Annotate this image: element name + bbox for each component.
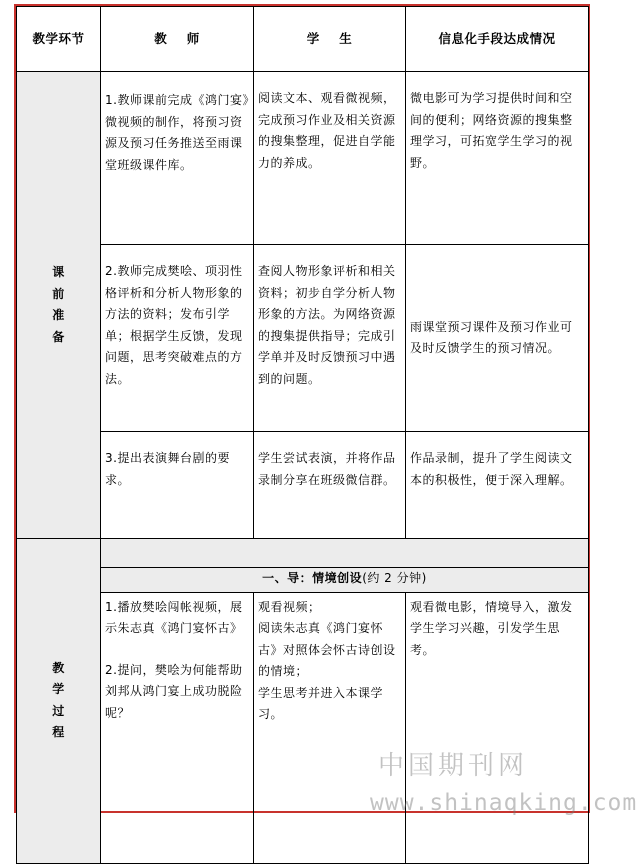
- stage-char: 程: [52, 725, 65, 740]
- stage-in-class: [17, 539, 101, 864]
- watermark-site-name: 中国期刊网: [378, 751, 529, 781]
- stage-char: 课: [52, 265, 65, 279]
- it-cell: 作品录制，提升了学生阅读文本的积极性，便于深入理解。: [406, 432, 589, 539]
- teacher-cell: 2.教师完成樊哙、项羽性格评析和分析人物形象的方法的资料；发布引学单；根据学生反馈，发现问题，思考突破难点的方法。: [101, 245, 254, 432]
- gray-band-spacer: [101, 539, 589, 568]
- stage-char: 备: [52, 329, 65, 344]
- stage-pre-class: [17, 72, 101, 539]
- table-row: [17, 568, 589, 593]
- teacher-paragraph: 2.提问，樊哙为何能帮助刘邦从鸿门宴上成功脱险呢？: [105, 662, 243, 720]
- header-student: 学 生: [254, 7, 406, 72]
- student-cell: 阅读文本、观看微视频，完成预习作业及相关资源的搜集整理，促进自学能力的养成。: [254, 72, 406, 245]
- watermark-site-url: www.shinaqking.com: [370, 790, 637, 816]
- stage-char: 准: [52, 308, 65, 322]
- subheading-text: 一、导：情境创设: [262, 571, 363, 585]
- table-row: [17, 539, 589, 568]
- section-subheading: [101, 568, 589, 593]
- student-cell: [254, 592, 406, 863]
- stage-char: 前: [52, 286, 65, 301]
- it-cell: 雨课堂预习课件及预习作业可及时反馈学生的预习情况。: [406, 245, 589, 432]
- header-teacher: 教 师: [101, 7, 254, 72]
- student-cell: 学生尝试表演，并将作品录制分享在班级微信群。: [254, 432, 406, 539]
- teacher-cell: 3.提出表演舞台剧的要求。: [101, 432, 254, 539]
- teacher-paragraph: 1.播放樊哙闯帐视频，展示朱志真《鸿门宴怀古》: [105, 599, 243, 635]
- table-row: [17, 592, 589, 863]
- header-stage: 教学环节: [17, 7, 101, 72]
- table-row: [17, 72, 589, 245]
- student-paragraph: 学生思考并进入本课学习。: [258, 685, 384, 721]
- teacher-cell: [101, 592, 254, 863]
- stage-char: 学: [52, 682, 65, 697]
- lesson-plan-table: [16, 6, 589, 864]
- header-row: [17, 7, 589, 72]
- subheading-note: (约 2 分钟): [362, 571, 427, 585]
- table-row: [17, 245, 589, 432]
- stage-char: 教: [52, 660, 65, 675]
- student-paragraph: 阅读朱志真《鸿门宴怀古》对照体会怀古诗创设的情境；: [258, 621, 396, 678]
- teacher-cell: 1.教师课前完成《鸿门宴》微视频的制作，将预习资源及预习任务推送至雨课堂班级课件库。: [101, 72, 254, 245]
- header-it: 信息化手段达成情况: [406, 7, 589, 72]
- table-row: [17, 432, 589, 539]
- it-cell: 微电影可为学习提供时间和空间的便利；网络资源的搜集整理学习，可拓宽学生学习的视野。: [406, 72, 589, 245]
- it-cell: 观看微电影，情境导入，激发学生学习兴趣，引发学生思考。: [406, 592, 589, 863]
- stage-char: 过: [52, 703, 65, 718]
- student-paragraph: 观看视频；: [258, 599, 321, 614]
- student-cell: 查阅人物形象评析和相关资料；初步自学分析人物形象的方法。为网络资源的搜集提供指导；完成引学单并及时反馈预习中遇到的问题。: [254, 245, 406, 432]
